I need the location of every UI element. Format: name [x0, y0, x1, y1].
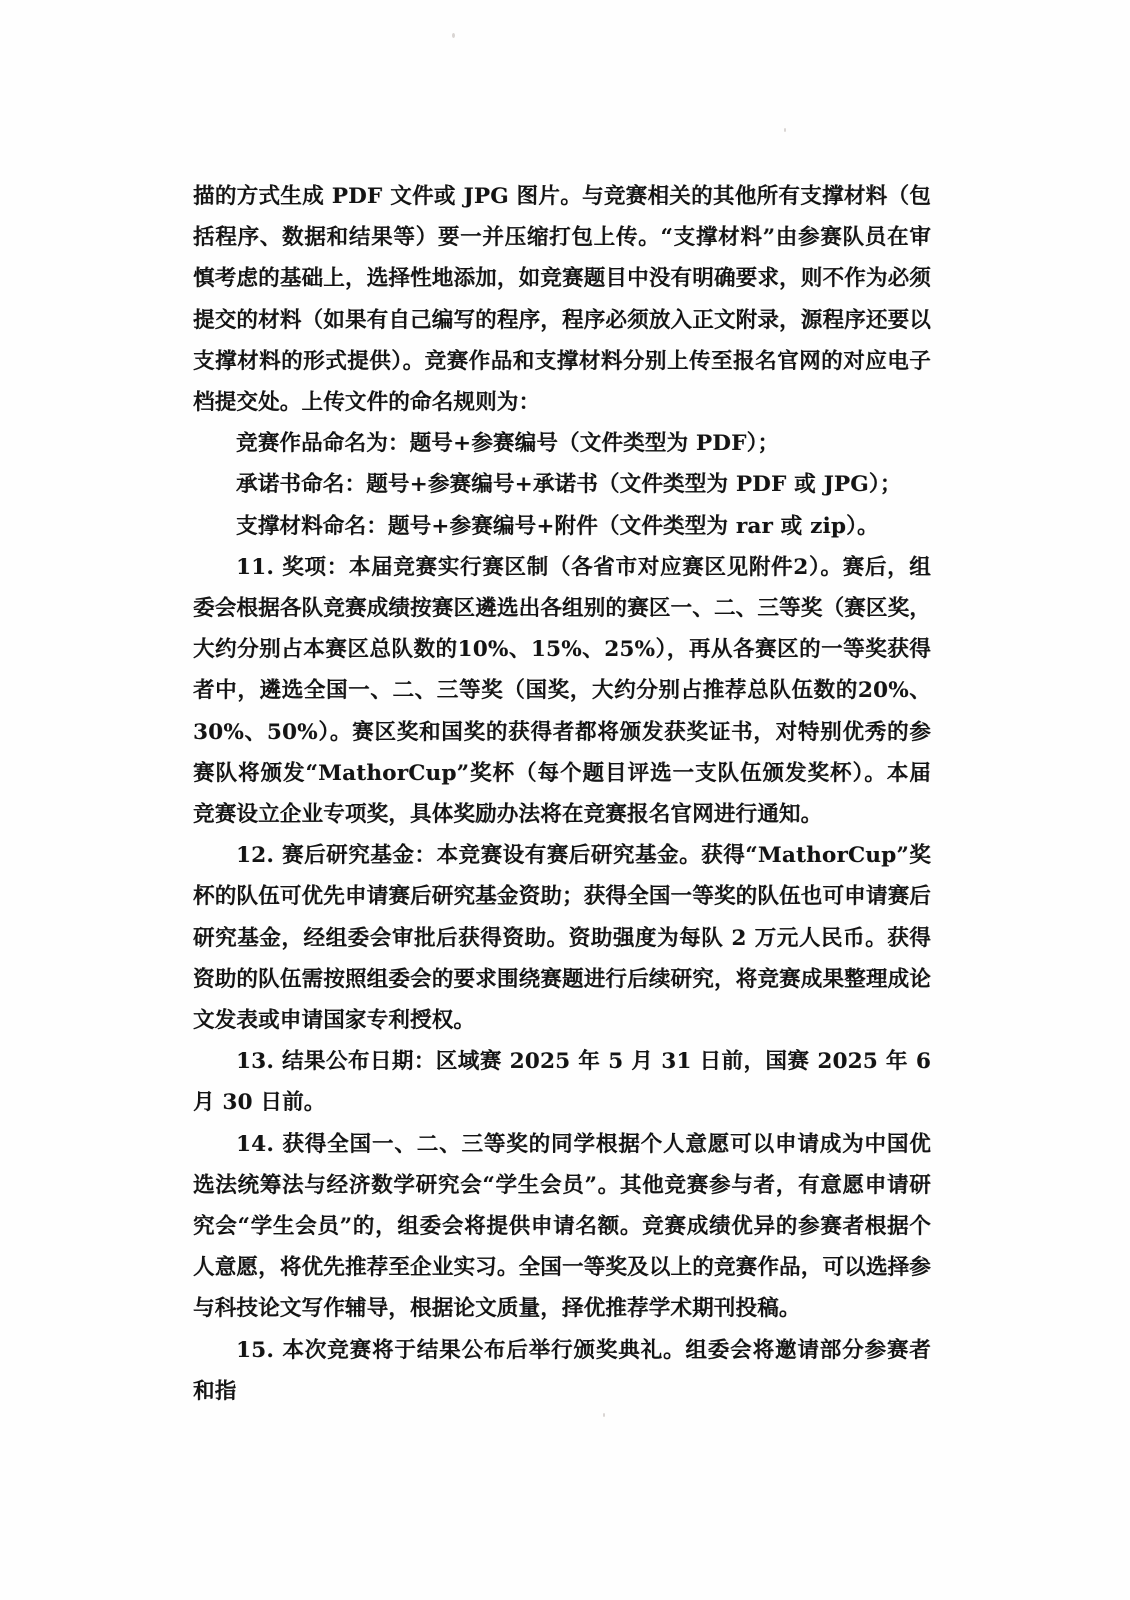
document-body [193, 176, 931, 1412]
scan-speckle [452, 33, 455, 38]
clause-15-award-ceremony: 15. 本次竞赛将于结果公布后举行颁奖典礼。组委会将邀请部分参赛者和指 [193, 1337, 931, 1404]
clause-14-membership-and-internship: 14. 获得全国一、二、三等奖的同学根据个人意愿可以申请成为中国优选法统筹法与经济数学研究会“学生会员”。其他竞赛参与者，有意愿申请研究会“学生会员”的，组委会将提供申请名额。竞赛成绩优异的参赛者根据个人意愿，将优先推荐至企业实习。全国一等奖及以上的竞赛作品，可以选择参与科技论文写作辅导，根据论文质量，择优推荐学术期刊投稿。 [193, 1131, 931, 1322]
scan-speckle [784, 128, 786, 132]
naming-rule-support-material: 支撑材料命名：题号+参赛编号+附件（文件类型为 rar 或 zip）。 [236, 513, 879, 539]
file-naming-rules-list [193, 423, 931, 547]
clause-11-awards: 11. 奖项：本届竞赛实行赛区制（各省市对应赛区见附件2）。赛后，组委会根据各队竞赛成绩按赛区遴选出各组别的赛区一、二、三等奖（赛区奖，大约分别占本赛区总队数的10%、15%、25%），再从各赛区的一等奖获得者中，遴选全国一、二、三等奖（国奖，大约分别占推荐总队伍数的20%、30%、50%）。赛区奖和国奖的获得者都将颁发获奖证书，对特别优秀的参赛队将颁发“MathorCup”奖杯（每个题目评选一支队伍颁发奖杯）。本届竞赛设立企业专项奖，具体奖励办法将在竞赛报名官网进行通知。 [193, 554, 931, 828]
clause-12-research-fund: 12. 赛后研究基金：本竞赛设有赛后研究基金。获得“MathorCup”奖杯的队伍可优先申请赛后研究基金资助；获得全国一等奖的队伍也可申请赛后研究基金，经组委会审批后获得资助。资助强度为每队 2 万元人民币。获得资助的队伍需按照组委会的要求围绕赛题进行后续研究，将竞赛成果整理成论文发表或申请国家专利授权。 [193, 843, 931, 1034]
naming-rule-competition-paper: 竞赛作品命名为：题号+参赛编号（文件类型为 PDF）； [236, 431, 780, 457]
scan-speckle [603, 1413, 605, 1417]
naming-rule-commitment-letter: 承诺书命名：题号+参赛编号+承诺书（文件类型为 PDF 或 JPG）； [236, 472, 902, 498]
clause-13-result-dates: 13. 结果公布日期：区域赛 2025 年 5 月 31 日前，国赛 2025 年 6 月 30 日前。 [193, 1049, 931, 1116]
paragraph-upload-instructions: 描的方式生成 PDF 文件或 JPG 图片。与竞赛相关的其他所有支撑材料（包括程序、数据和结果等）要一并压缩打包上传。“支撑材料”由参赛队员在审慎考虑的基础上，选择性地添加，如竞赛题目中没有明确要求，则不作为必须提交的材料（如果有自己编写的程序，程序必须放入正文附录，源程序还要以支撑材料的形式提供）。竞赛作品和支撑材料分别上传至报名官网的对应电子档提交处。上传文件的命名规则为： [193, 184, 931, 416]
